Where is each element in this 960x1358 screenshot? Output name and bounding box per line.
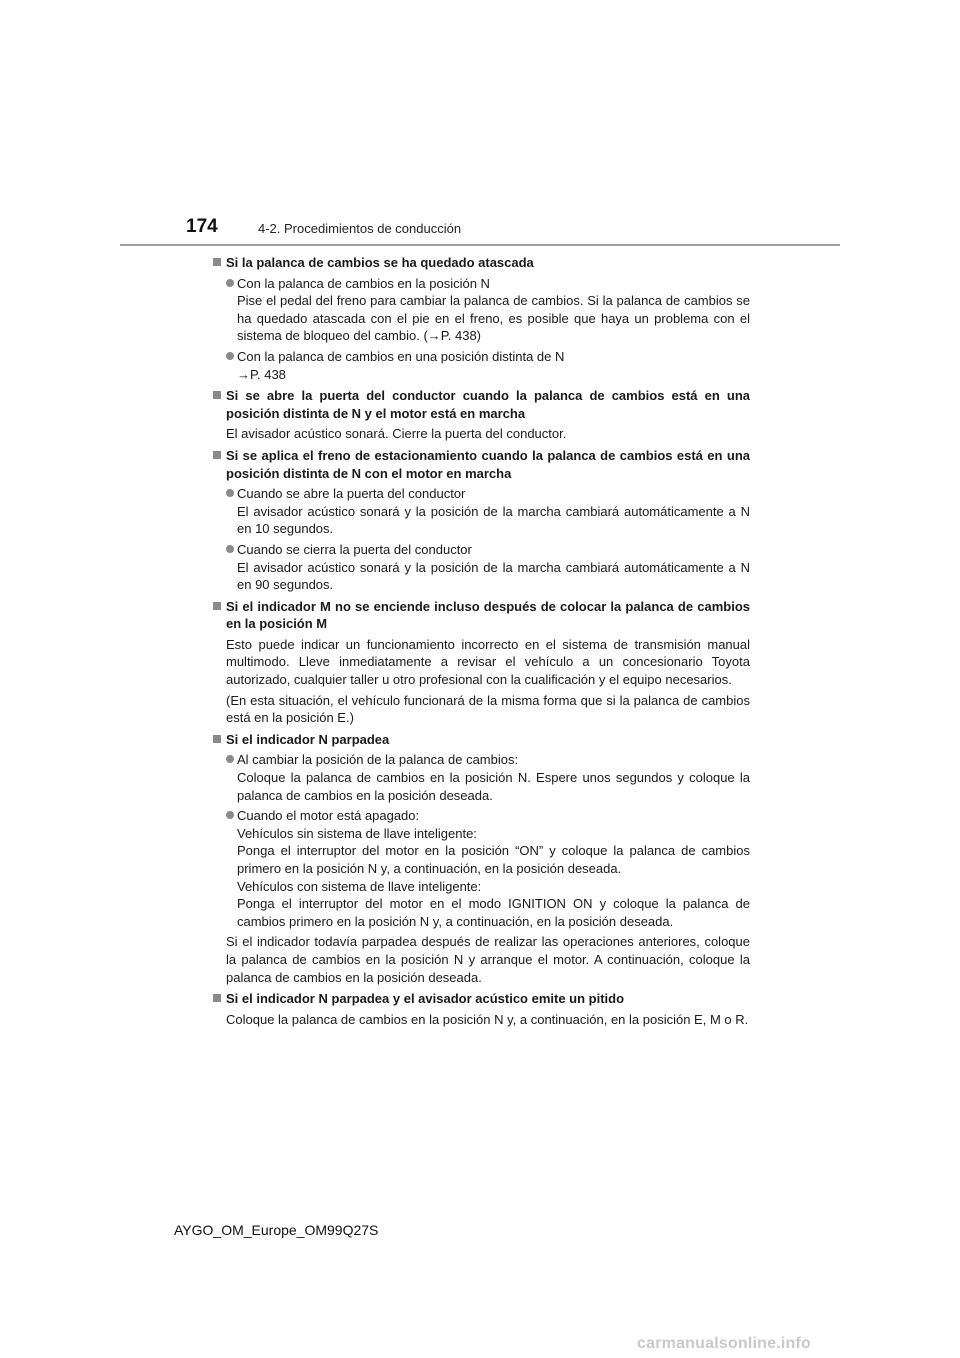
section-block [213,731,750,986]
heading-text: Si la palanca de cambios se ha quedado atascada [226,255,534,270]
content-body [213,254,750,1032]
round-bullet-icon [226,279,234,287]
square-bullet-icon [213,258,221,266]
square-bullet-icon [213,451,221,459]
section-heading [213,990,750,1008]
round-bullet-icon [226,489,234,497]
square-bullet-icon [213,602,221,610]
document-code: AYGO_OM_Europe_OM99Q27S [174,1222,379,1238]
body-paragraph: Esto puede indicar un funcionamiento incorrecto en el sistema de transmisión manual multimodo. Lleve inmediatamente a revisar el vehículo a un concesionario Toyota autorizado, cualquier taller u otro profesional con la cualificación y el equipo necesarios. [226,636,750,688]
square-bullet-icon [213,735,221,743]
section-block [213,990,750,1028]
bullet-line: Coloque la palanca de cambios en la posición N. Espere unos segundos y coloque la palanca de cambios en la posición deseada. [237,770,750,803]
square-bullet-icon [213,391,221,399]
round-bullet-icon [226,352,234,360]
bullet-line: Cuando se cierra la puerta del conductor [237,541,472,557]
header-divider [120,244,840,246]
section-heading [213,598,750,633]
bullet-line: Pise el pedal del freno para cambiar la palanca de cambios. Si la palanca de cambios se ha quedado atascada con el pie en el freno, es posible que haya un problema con el sistema de bloqueo del cambio. (→P. 438) [237,293,750,344]
section-block [213,447,750,594]
bullet-item [213,541,750,594]
round-bullet-icon [226,545,234,553]
bullet-line: Vehículos sin sistema de llave inteligente: [237,825,477,841]
round-bullet-icon [226,755,234,763]
square-bullet-icon [213,994,221,1002]
body-paragraph: El avisador acústico sonará. Cierre la puerta del conductor. [226,426,567,442]
bullet-item [213,485,750,538]
watermark: carmanualsonline.info [637,1335,812,1352]
bullet-line: Vehículos con sistema de llave inteligente: [237,878,482,894]
bullet-line: →P. 438 [237,366,286,382]
round-bullet-icon [226,811,234,819]
section-block [213,387,750,443]
bullet-item [213,807,750,930]
heading-text: Si el indicador N parpadea [226,731,390,747]
bullet-item [213,275,750,345]
bullet-line: Ponga el interruptor del motor en la posición “ON” y coloque la palanca de cambios primero en la posición N y, a continuación, en la posición deseada. [237,843,750,876]
section-heading [213,731,750,749]
bullet-item [213,348,750,383]
section-heading [213,447,750,482]
bullet-line: El avisador acústico sonará y la posición de la marcha cambiará automáticamente a N en 10 segundos. [237,503,750,537]
bullet-line: Ponga el interruptor del motor en el modo IGNITION ON y coloque la palanca de cambios primero en la posición N y, a continuación, en la posición deseada. [237,896,750,929]
section-block [213,254,750,383]
section-heading [213,387,750,422]
bullet-line: Cuando el motor está apagado: [237,808,420,824]
bullet-line: El avisador acústico sonará y la posición de la marcha cambiará automáticamente a N en 90 segundos. [237,559,750,593]
body-paragraph: (En esta situación, el vehículo funcionará de la misma forma que si la palanca de cambios está en la posición E.) [226,692,750,726]
section-heading [213,254,750,272]
body-paragraph: Si el indicador todavía parpadea después de realizar las operaciones anteriores, coloque la palanca de cambios en la posición N y arranque el motor. A continuación, coloque la palanca de cambios en la posición deseada. [226,934,750,985]
heading-text: Si el indicador M no se enciende incluso después de colocar la palanca de cambios en la posición M [226,598,750,632]
heading-text: Si se aplica el freno de estacionamiento cuando la palanca de cambios está en una posición distinta de N con el motor en marcha [226,447,750,481]
heading-text: Si se abre la puerta del conductor cuando la palanca de cambios está en una posición distinta de N y el motor está en marcha [226,388,750,421]
bullet-item [213,751,750,804]
section-title: 4-2. Procedimientos de conducción [258,221,462,236]
page-number: 174 [186,216,218,237]
bullet-line: Con la palanca de cambios en una posición distinta de N [237,348,565,364]
section-block [213,598,750,727]
bullet-line: Con la palanca de cambios en la posición N [237,275,490,291]
bullet-line: Al cambiar la posición de la palanca de cambios: [237,752,519,768]
body-paragraph: Coloque la palanca de cambios en la posición N y, a continuación, en la posición E, M o R. [226,1011,749,1027]
bullet-line: Cuando se abre la puerta del conductor [237,486,466,502]
heading-text: Si el indicador N parpadea y el avisador acústico emite un pitido [226,991,625,1007]
